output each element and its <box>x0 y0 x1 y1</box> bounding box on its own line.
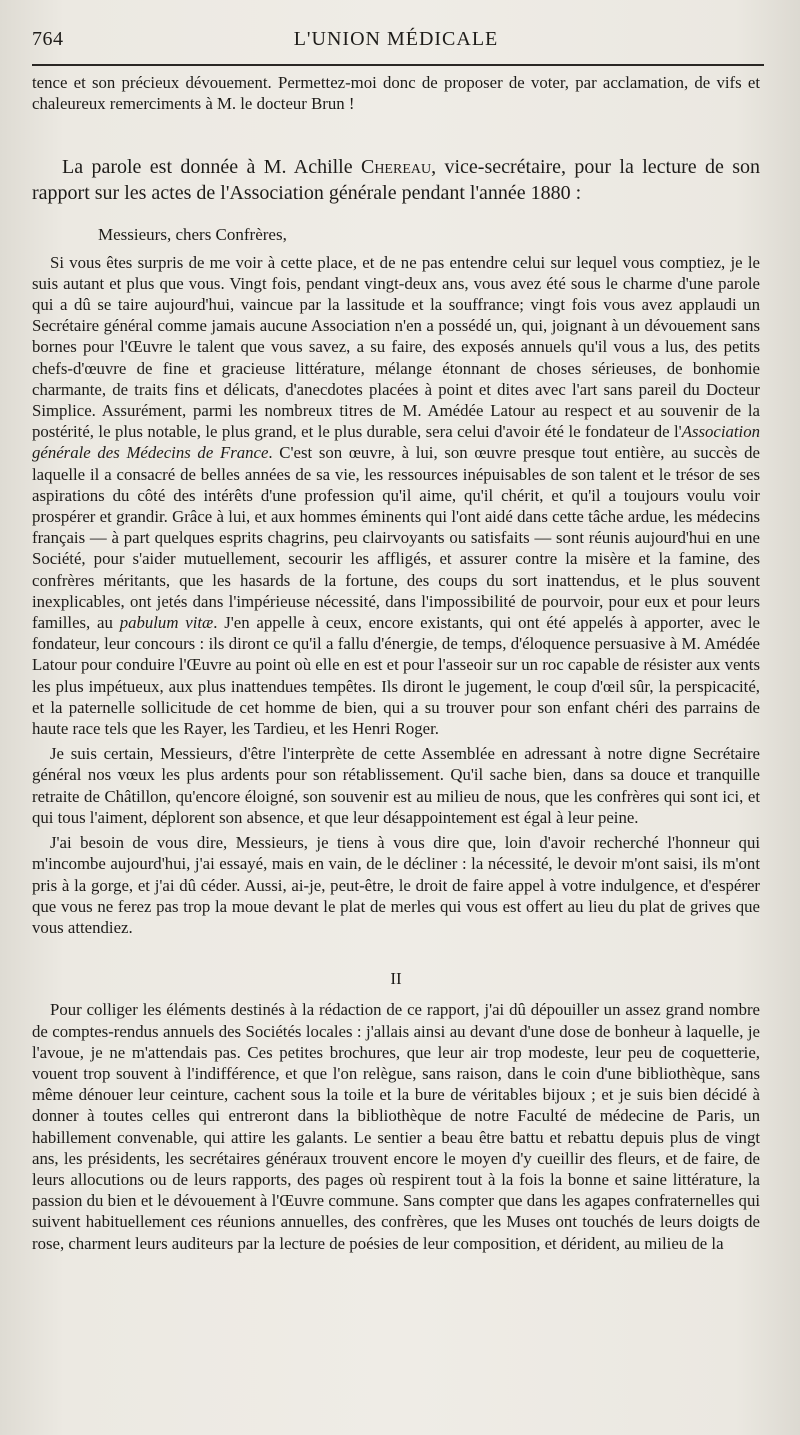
page-body <box>32 72 760 1254</box>
salutation: Messieurs, chers Confrères, <box>98 225 287 245</box>
paragraph-1 <box>32 252 760 740</box>
paragraph-1-part-a: Si vous êtes surpris de me voir à cette place, et de ne pas entendre celui sur lequel vous comptiez, je le suis autant et plus que vous. Vingt fois, pendant vingt-deux ans, vous avez été sous le charme d'une parole qui a dû se taire aujourd'hui, vaincue par la lassitude et la souffrance; vingt fois vous avez applaudi un Secrétaire général comme jamais aucune Association n'en a possédé un, qui, joignant à un dévouement sans bornes pour l'Œuvre le talent que vous savez, a su faire, des exposés annuels qu'il vous a lus, des petits chefs-d'œuvre de fine et gracieuse littérature, mélange étonnant de choses sérieuses, de bonhomie charmante, de traits fins et délicats, d'anecdotes placées à point et dites avec l'art sans pareil du Docteur Simplice. Assurément, parmi les nombreux titres de M. Amédée Latour au respect et au souvenir de la postérité, le plus notable, le plus grand, et le plus durable, sera celui d'avoir été le fondateur de l' <box>32 252 760 442</box>
latin-phrase: pabulum vitæ <box>119 613 214 633</box>
association-title: Association générale des Médecins de France <box>32 422 760 463</box>
header-rule <box>32 64 764 66</box>
continuation-paragraph: tence et son précieux dévouement. Permettez-moi donc de proposer de voter, par acclamation, de vifs et chaleureux remerciments à M. le docteur Brun ! <box>32 73 760 114</box>
intro-paragraph <box>32 154 760 206</box>
intro-text-after: , vice-secrétaire, pour la lecture de son rapport sur les actes de l'Association générale pendant l'année 1880 : <box>32 156 760 205</box>
section-number: II <box>390 969 402 989</box>
page-header <box>32 22 760 58</box>
paragraph-1-part-b: . C'est son œuvre, à lui, son œuvre presque tout entière, au succès de laquelle il a consacré de belles années de sa vie, les ressources inépuisables de son talent et le trésor de ses aspirations du côté des intérêts d'une profession qu'il aime, qu'il chérit, et qu'il a toujours voulu voir prospérer et grandir. Grâce à lui, et aux hommes éminents qui l'ont aidé dans cette tâche ardue, les médecins français — à part quelques esprits chagrins, peu clairvoyants ou satisfaits — sont réunis aujourd'hui en une Société, pour s'aider mutuellement, secourir les affligés, et assurer contre la misère et la famine, des confrères méritants, que les hasards de la fortune, des coups du sort inattendus, et le plus souvent inexplicables, ont jetés dans l'impérieuse nécessité, dans l'impossibilité de pourvoir, pour eux et pour leurs familles, au <box>32 443 760 633</box>
intro-text-before: La parole est donnée à M. Achille <box>62 156 361 179</box>
paragraph-2: Je suis certain, Messieurs, d'être l'interprète de cette Assemblée en adressant à notre digne Secrétaire général nos vœux les plus ardents pour son rétablissement. Qu'il sache bien, dans sa douce et tranquille retraite de Châtillon, qu'encore éloigné, son souvenir est au milieu de nous, que les confrères qui sont ici, et qui tous l'aiment, déplorent son absence, et que leur désappointement est égal à leur peine. <box>32 744 760 827</box>
running-title: L'UNION MÉDICALE <box>293 28 499 50</box>
paragraph-3: J'ai besoin de vous dire, Messieurs, je tiens à vous dire que, loin d'avoir recherché l'honneur qui m'incombe aujourd'hui, j'ai essayé, mais en vain, de le décliner : la nécessité, le devoir m'ont saisi, ils m'ont pris à la gorge, et j'ai dû céder. Aussi, ai-je, peut-être, le droit de faire appel à votre indulgence, et d'espérer que vous ne ferez pas trop la moue devant le plat de merles qui vous est offert au lieu du plat de grives que vous attendiez. <box>32 833 760 937</box>
speaker-name: Chereau <box>360 156 432 179</box>
page-number: 764 <box>32 28 64 50</box>
paragraph-4: Pour colliger les éléments destinés à la rédaction de ce rapport, j'ai dû dépouiller un assez grand nombre de comptes-rendus annuels des Sociétés locales : j'allais ainsi au devant d'une dose de bonheur à laquelle, je l'avoue, je ne m'attendais pas. Ces petites brochures, que leur air trop modeste, leur peu de coquetterie, vouent trop souvent à l'indifférence, et que l'on relègue, sans raison, dans le coin d'une bibliothèque, sans même dénouer leur ceinture, cachent sous la toile et la bure de véritables bijoux ; et je suis bien décidé à donner à toutes celles qui entreront dans la bibliothèque de notre Faculté de médecine de Paris, un habillement convenable, qui attire les galants. Le sentier a beau être battu et rebattu depuis plus de vingt ans, les présidents, les secrétaires généraux trouvent encore le moyen d'y cueillir des fleurs, et de faire, de leurs allocutions ou de leurs rapports, des pages où respirent tout à la fois la bonne et saine littérature, la passion du bien et le dévouement à l'Œuvre commune. Sans compter que dans les agapes confraternelles qui suivent habituellement ces réunions annuelles, des confrères, que les Muses ont touchés de leurs doigts de rose, charment leurs auditeurs par la lecture de poésies de leur composition, et dérident, au milieu de la <box>32 1000 760 1253</box>
paragraph-1-part-c: . J'en appelle à ceux, encore existants, qui ont été appelés à apporter, avec le fondateur, leur concours : ils diront ce qu'il a fallu d'énergie, de temps, d'éloquence persuasive à M. Amédée Latour pour conduire l'Œuvre au point où elle en est et pour l'asseoir sur un roc capable de résister aux vents les plus impétueux, aux plus inattendues tempêtes. Ils diront le jugement, le coup d'œil sûr, la perspicacité, et la paternelle sollicitude de cet homme de bien, qui a su trouver pour son enfant chéri des parrains de haute race tels que les Rayer, les Tardieu, et les Henri Roger. <box>32 613 760 739</box>
